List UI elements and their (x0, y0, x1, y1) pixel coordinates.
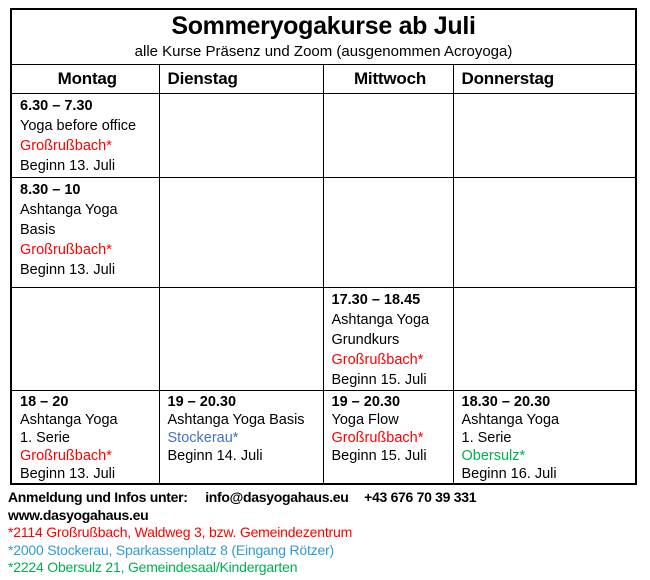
course-name-line2: Basis (20, 221, 56, 238)
contact-phone: +43 676 70 39 331 (364, 489, 477, 505)
course-location: Obersulz* (461, 447, 526, 464)
course-cell-mittwoch-late (323, 390, 453, 484)
schedule-row-2 (11, 177, 636, 287)
day-header-row (11, 64, 636, 93)
empty-cell (453, 287, 636, 390)
course-cell-mittwoch-evening (323, 287, 453, 390)
course-begin: Beginn 16. Juli (461, 465, 557, 482)
empty-cell (323, 93, 453, 177)
empty-cell (159, 93, 323, 177)
schedule-row-1 (11, 93, 636, 177)
schedule-row-3 (11, 287, 636, 390)
course-time: 19 – 20.30 (331, 393, 401, 410)
empty-cell (159, 287, 323, 390)
empty-cell (159, 177, 323, 287)
website-link: www.dasyogahaus.eu (8, 507, 149, 523)
course-name: Ashtanga Yoga (20, 201, 118, 218)
course-time: 19 – 20.30 (167, 393, 237, 410)
empty-cell (453, 93, 636, 177)
course-time: 18.30 – 20.30 (461, 393, 551, 410)
day-header-mittwoch: Mittwoch (323, 64, 453, 93)
course-cell-donnerstag-evening (453, 390, 636, 484)
legend-stockerau: *2000 Stockerau, Sparkassenplatz 8 (Eingang Rötzer) (8, 541, 334, 558)
course-time: 17.30 – 18.45 (331, 291, 421, 308)
schedule-row-4 (11, 390, 636, 484)
title-cell (11, 9, 636, 64)
course-location: Großrußbach* (20, 137, 112, 154)
course-name: Ashtanga Yoga Basis (167, 411, 305, 428)
course-name-line2: 1. Serie (20, 429, 70, 446)
page-subtitle: alle Kurse Präsenz und Zoom (ausgenommen Acroyoga) (134, 43, 513, 60)
course-begin: Beginn 13. Juli (20, 261, 116, 278)
course-location: Großrußbach* (331, 429, 424, 446)
course-location: Großrußbach* (20, 447, 112, 464)
schedule-table (10, 8, 637, 485)
course-time: 18 – 20 (20, 393, 69, 410)
contact-email: info@dasyogahaus.eu (205, 489, 349, 505)
course-begin: Beginn 15. Juli (331, 447, 427, 464)
course-location: Großrußbach* (20, 241, 112, 258)
course-cell-montag-morning (11, 177, 159, 287)
legend-grossrussbach: *2114 Großrußbach, Waldweg 3, bzw. Gemeindezentrum (8, 524, 353, 540)
course-name-line2: Grundkurs (331, 331, 400, 348)
day-header-donnerstag: Donnerstag (453, 64, 636, 93)
course-cell-montag-early (11, 93, 159, 177)
day-header-montag: Montag (11, 64, 159, 93)
course-begin: Beginn 14. Juli (167, 447, 263, 464)
course-cell-dienstag-evening (159, 390, 323, 484)
course-begin: Beginn 13. Juli (20, 157, 116, 174)
footer (8, 488, 644, 577)
course-name-line2: 1. Serie (461, 429, 512, 446)
course-name: Ashtanga Yoga (331, 311, 430, 328)
legend-obersulz: *2224 Obersulz 21, Gemeindesaal/Kindergarten (8, 559, 298, 575)
contact-label: Anmeldung und Infos unter: (8, 489, 188, 505)
course-begin: Beginn 15. Juli (331, 371, 427, 388)
contact-line (8, 488, 644, 506)
course-name: Ashtanga Yoga (461, 411, 560, 428)
course-begin: Beginn 13. Juli (20, 465, 116, 482)
course-time: 6.30 – 7.30 (20, 97, 93, 114)
course-time: 8.30 – 10 (20, 181, 81, 198)
course-name: Yoga before office (20, 117, 137, 134)
course-cell-montag-evening (11, 390, 159, 484)
empty-cell (453, 177, 636, 287)
empty-cell (323, 177, 453, 287)
day-header-dienstag: Dienstag (159, 64, 323, 93)
course-name: Yoga Flow (331, 411, 399, 428)
title-row (11, 9, 636, 64)
course-location: Großrußbach* (331, 351, 424, 368)
course-location: Stockerau* (167, 429, 239, 446)
page-title: Sommeryogakurse ab Juli (171, 12, 476, 40)
empty-cell (11, 287, 159, 390)
course-name: Ashtanga Yoga (20, 411, 118, 428)
